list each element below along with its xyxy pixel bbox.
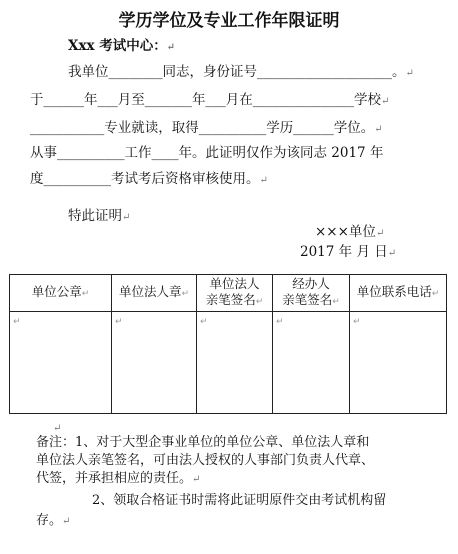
table-header-row xyxy=(10,275,447,312)
paragraph-mark: ↵ xyxy=(53,423,62,434)
header-contact-phone: 单位联系电话↵ xyxy=(350,275,447,312)
header-handler-signature: 经办人 亲笔签名↵ xyxy=(273,275,350,312)
header-unit-seal: 单位公章↵ xyxy=(10,275,112,312)
signature-date: 2017 年 月 日↵ xyxy=(300,244,397,260)
body-line-1: 我单位________同志，身份证号____________________。↵ xyxy=(68,64,414,80)
note-line-1: 备注：1、对于大型企事业单位的单位公章、单位法人章和 xyxy=(36,435,370,450)
document-title: 学历学位及专业工作年限证明 xyxy=(118,11,340,31)
body-line-4: 从事__________工作____年。此证明仅作为该同志 2017 年 xyxy=(30,145,384,161)
header-legal-rep-seal: 单位法人章↵ xyxy=(112,275,197,312)
header-legal-rep-signature: 单位法人 亲笔签名↵ xyxy=(197,275,273,312)
note-line-4: 2、领取合格证书时需将此证明原件交由考试机构留 xyxy=(92,493,387,508)
body-line-5: 度__________考试考后资格审核使用。↵ xyxy=(30,171,268,187)
body-line-2: 于______年___月至_______年___月在_______________学校↵ xyxy=(30,92,390,108)
table-row xyxy=(10,312,447,414)
note-line-2: 单位法人亲笔签名，可由法人授权的人事部门负责人代章、 xyxy=(36,453,375,468)
cell-unit-seal: ↵ xyxy=(10,312,112,414)
note-line-3: 代签，并承担相应的责任。↵ xyxy=(36,471,201,486)
signature-unit: ×××单位↵ xyxy=(315,224,385,240)
note-line-5: 存。↵ xyxy=(36,513,71,528)
addressee: Xxx 考试中心：↵ xyxy=(68,38,176,54)
cell-handler-signature: ↵ xyxy=(273,312,350,414)
closing-text: 特此证明↵ xyxy=(68,208,131,224)
certification-table xyxy=(9,274,447,414)
body-line-3: ___________专业就读，取得__________学历______学位。↵ xyxy=(30,120,383,136)
cell-contact-phone: ↵ xyxy=(350,312,447,414)
cell-legal-rep-signature: ↵ xyxy=(197,312,273,414)
cell-legal-rep-seal: ↵ xyxy=(112,312,197,414)
